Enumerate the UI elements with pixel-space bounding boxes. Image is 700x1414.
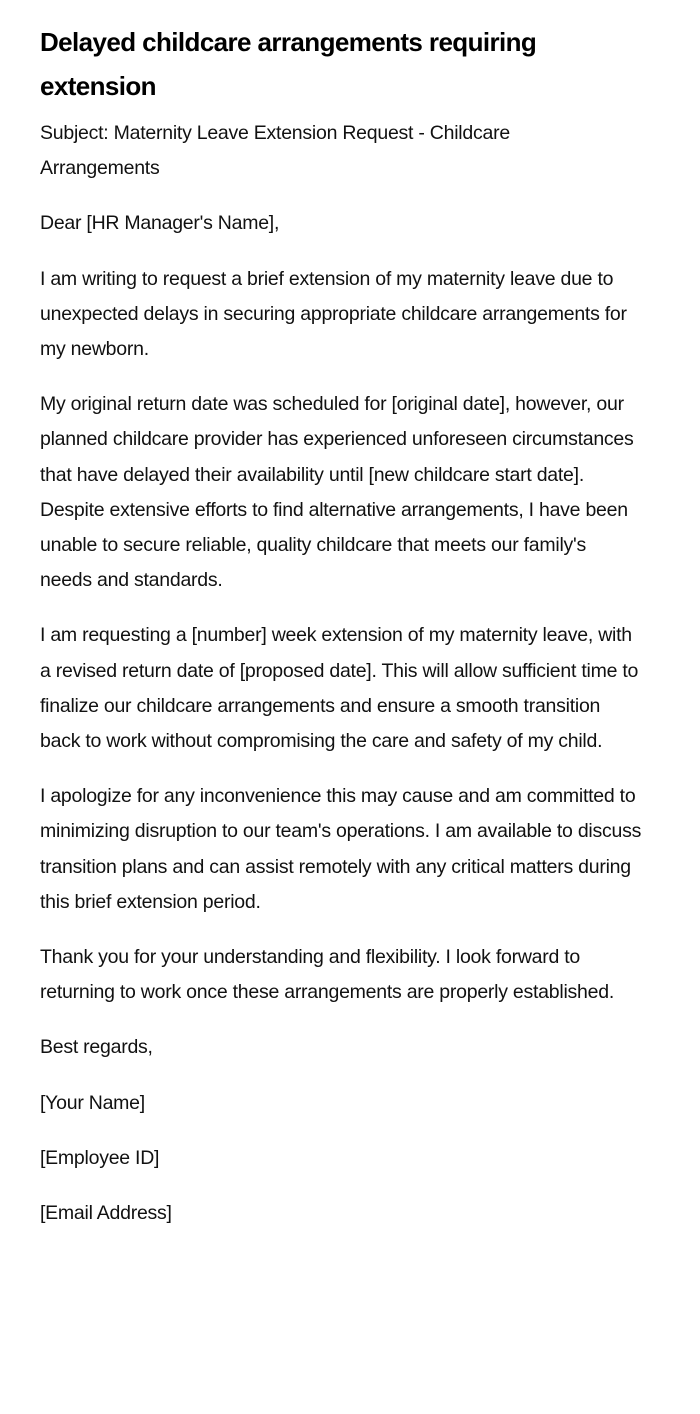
- closing: Best regards,: [40, 1036, 153, 1059]
- body-paragraph: I apologize for any inconvenience this may cause and am committed to minimizing disruption to our team's operations. I am available to discuss transition plans and can assist remotely with any critical matters during this brief extension period.: [40, 785, 642, 913]
- signature-email: [Email Address]: [40, 1202, 172, 1225]
- salutation: Dear [HR Manager's Name],: [40, 212, 280, 235]
- subject-line: Subject: Maternity Leave Extension Request - Childcare Arrangements: [40, 122, 510, 180]
- body-paragraph: I am requesting a [number] week extension of my maternity leave, with a revised return date of [proposed date]. This will allow sufficient time to finalize our childcare arrangements and ensure a smooth transition back to work without compromising the care and safety of my child.: [40, 624, 639, 753]
- body-paragraph: Thank you for your understanding and flexibility. I look forward to returning to work once these arrangements are properly established.: [40, 946, 614, 1004]
- body-paragraph: I am writing to request a brief extension of my maternity leave due to unexpected delays in securing appropriate childcare arrangements for my newborn.: [40, 267, 627, 361]
- body-paragraph: My original return date was scheduled for [original date], however, our planned childcare provider has experienced unforeseen circumstances that have delayed their availability until [new childcare start date]. Despite extensive efforts to find alternative arrangements, I have been unable to secure reliable, quality childcare that meets our family's needs and standards.: [40, 393, 634, 592]
- document-title: Delayed childcare arrangements requiring extension: [40, 27, 537, 101]
- signature-employee-id: [Employee ID]: [40, 1146, 160, 1169]
- signature-name: [Your Name]: [40, 1091, 145, 1114]
